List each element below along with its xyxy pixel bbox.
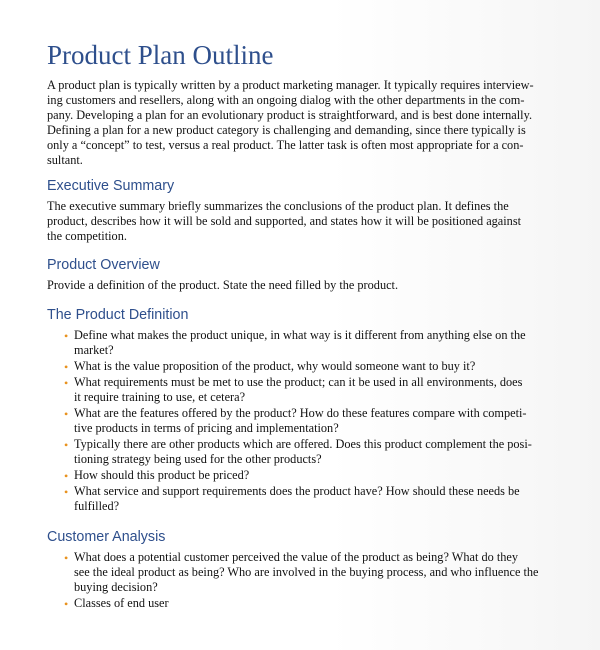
text-line: tioning strategy being used for the other products? — [74, 452, 322, 466]
text-line: Classes of end user — [74, 596, 169, 610]
text-line: it require training to use, et cetera? — [74, 390, 246, 404]
text-line: pany. Developing a plan for an evolutionary product is straightforward, and is best done internally. — [47, 108, 533, 122]
text-line: see the ideal product as being? Who are involved in the buying process, and who influence the — [74, 565, 539, 579]
page-title: Product Plan Outline — [47, 40, 274, 70]
section-product-definition — [47, 306, 567, 515]
list-item — [47, 328, 567, 358]
section-paragraph — [47, 195, 567, 244]
text-line: tive products in terms of pricing and implementation? — [74, 421, 339, 435]
section-heading: Customer Analysis — [47, 529, 166, 545]
bullet-icon: • — [64, 551, 69, 565]
list-item — [47, 437, 567, 467]
list-item — [47, 596, 567, 611]
bullet-icon: • — [64, 469, 69, 483]
text-line: only a “concept” to test, versus a real product. The latter task is often most appropriate for a con- — [47, 138, 524, 152]
section-heading: Executive Summary — [47, 178, 175, 194]
section-product-overview — [47, 256, 567, 293]
intro-paragraph — [47, 78, 557, 168]
list-item — [47, 359, 567, 374]
section-executive-summary — [47, 177, 567, 244]
list-item — [47, 484, 567, 514]
text-line: What is the value proposition of the product, why would someone want to buy it? — [74, 359, 476, 373]
text-line: the competition. — [47, 229, 127, 243]
bullet-list — [47, 324, 567, 514]
bullet-icon: • — [64, 376, 69, 390]
text-line: What does a potential customer perceived the value of the product as being? What do they — [74, 550, 519, 564]
list-item — [47, 468, 567, 483]
text-line: buying decision? — [74, 580, 158, 594]
text-line: product, describes how it will be sold and supported, and states how it will be positioned against — [47, 214, 522, 228]
bullet-icon: • — [64, 485, 69, 499]
section-paragraph — [47, 274, 567, 293]
text-line: Defining a plan for a new product category is challenging and demanding, since there typically is — [47, 123, 526, 137]
text-line: A product plan is typically written by a product marketing manager. It typically requires interview- — [47, 78, 534, 92]
text-line: fulfilled? — [74, 499, 120, 513]
bullet-icon: • — [64, 597, 69, 611]
bullet-icon: • — [64, 329, 69, 343]
list-item — [47, 550, 567, 595]
text-line: The executive summary briefly summarizes the conclusions of the product plan. It defines the — [47, 199, 509, 213]
text-line: What are the features offered by the product? How do these features compare with competi- — [74, 406, 527, 420]
text-line: ing customers and resellers, along with an ongoing dialog with the other departments in the com- — [47, 93, 525, 107]
text-line: Typically there are other products which are offered. Does this product complement the posi- — [74, 437, 532, 451]
text-line: market? — [74, 343, 114, 357]
list-item — [47, 406, 567, 436]
text-line: Provide a definition of the product. State the need filled by the product. — [47, 278, 399, 292]
bullet-icon: • — [64, 438, 69, 452]
section-heading: Product Overview — [47, 257, 160, 273]
text-line: Define what makes the product unique, in what way is it different from anything else on the — [74, 328, 526, 342]
text-line: What requirements must be met to use the product; can it be used in all environments, does — [74, 375, 523, 389]
list-item — [47, 375, 567, 405]
section-customer-analysis — [47, 528, 567, 612]
bullet-list — [47, 546, 567, 611]
text-line: What service and support requirements does the product have? How should these needs be — [74, 484, 520, 498]
text-line: How should this product be priced? — [74, 468, 250, 482]
bullet-icon: • — [64, 407, 69, 421]
bullet-icon: • — [64, 360, 69, 374]
text-line: sultant. — [47, 153, 83, 167]
section-heading: The Product Definition — [47, 307, 189, 323]
